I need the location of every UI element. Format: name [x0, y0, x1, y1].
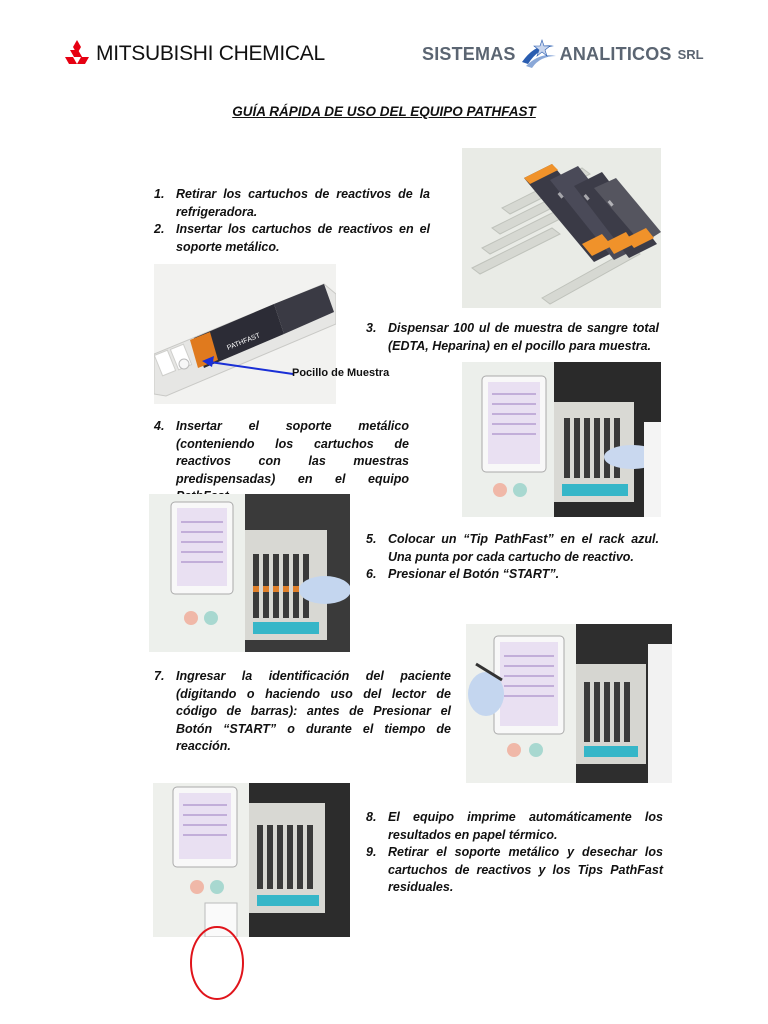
step-text: Presionar el Botón “START”. [388, 567, 560, 581]
step-text: Colocar un “Tip PathFast” en el rack azul. Una punta por cada cartucho de reactivo. [388, 532, 659, 564]
step-8 [366, 809, 663, 844]
photo-placing-tips [149, 494, 350, 652]
step-text: El equipo imprime automáticamente los resultados en papel térmico. [388, 810, 663, 842]
step-text: Insertar el soporte metálico (conteniendo los cartuchos de reactivos con las muestras predispensadas) en el equipo [176, 419, 409, 486]
logo-word-sistemas: SISTEMAS [422, 43, 516, 64]
step-7 [154, 668, 451, 756]
sistemas-analiticos-logo [422, 34, 722, 74]
printout-highlight-circle [189, 924, 245, 1002]
step-number: 3. [366, 321, 377, 335]
step-text: Retirar el soporte metálico y desechar los cartuchos de reactivos y los Tips PathFast residuales. [388, 845, 663, 894]
steps-8-9 [366, 809, 663, 897]
document-title: GUÍA RÁPIDA DE USO DEL EQUIPO PATHFAST [232, 104, 536, 119]
step-9 [366, 844, 663, 897]
step-number: 2. [154, 222, 165, 236]
photo-cartridges-in-rack [462, 148, 661, 308]
step-5 [366, 531, 659, 566]
photo-cartridge-closeup [154, 264, 336, 404]
step-3-block [366, 320, 659, 355]
step-number: 8. [366, 810, 377, 824]
sample-well-label: Pocillo de Muestra [292, 367, 390, 379]
step-number: 4. [154, 419, 165, 433]
three-diamonds-icon [62, 39, 92, 69]
steps-5-6 [366, 531, 659, 584]
step-number: 6. [366, 567, 377, 581]
step-number: 7. [154, 669, 165, 683]
step-6 [366, 566, 659, 584]
logo-word-srl: SRL [677, 46, 704, 62]
step-number: 1. [154, 187, 165, 201]
step-1 [154, 186, 430, 221]
logo-word-analiticos: ANALITICOS [559, 43, 672, 64]
step-text: Retirar los cartuchos de reactivos de la refrigeradora. [176, 187, 430, 219]
steps-1-2 [154, 186, 430, 256]
photo-entering-patient-id [466, 624, 672, 783]
cartridge-print: PATHFAST [226, 332, 262, 352]
step-4-block [154, 418, 409, 506]
mitsubishi-logo-text: MITSUBISHI CHEMICAL [96, 42, 325, 65]
step-text: Dispensar 100 ul de muestra de sangre total (EDTA, Heparina) en el pocillo para muestra. [388, 321, 659, 353]
step-text: Insertar los cartuchos de reactivos en el soporte metálico. [176, 222, 430, 254]
step-2 [154, 221, 430, 256]
step-4 [154, 418, 409, 506]
mitsubishi-chemical-logo [62, 36, 342, 72]
step-number: 5. [366, 532, 377, 546]
photo-printed-results [153, 783, 350, 937]
step-3 [366, 320, 659, 355]
step-text: Ingresar la identificación del paciente (digitando o haciendo uso del lector de código de barras): antes de Presionar el Botón “START” o durante el tiempo de reacción. [176, 669, 451, 753]
arrow-to-sample-well-icon [200, 356, 295, 380]
swoosh-star-icon [518, 36, 558, 72]
step-7-block [154, 668, 451, 756]
step-number: 9. [366, 845, 377, 859]
photo-instrument-inserting-rack [462, 362, 661, 517]
